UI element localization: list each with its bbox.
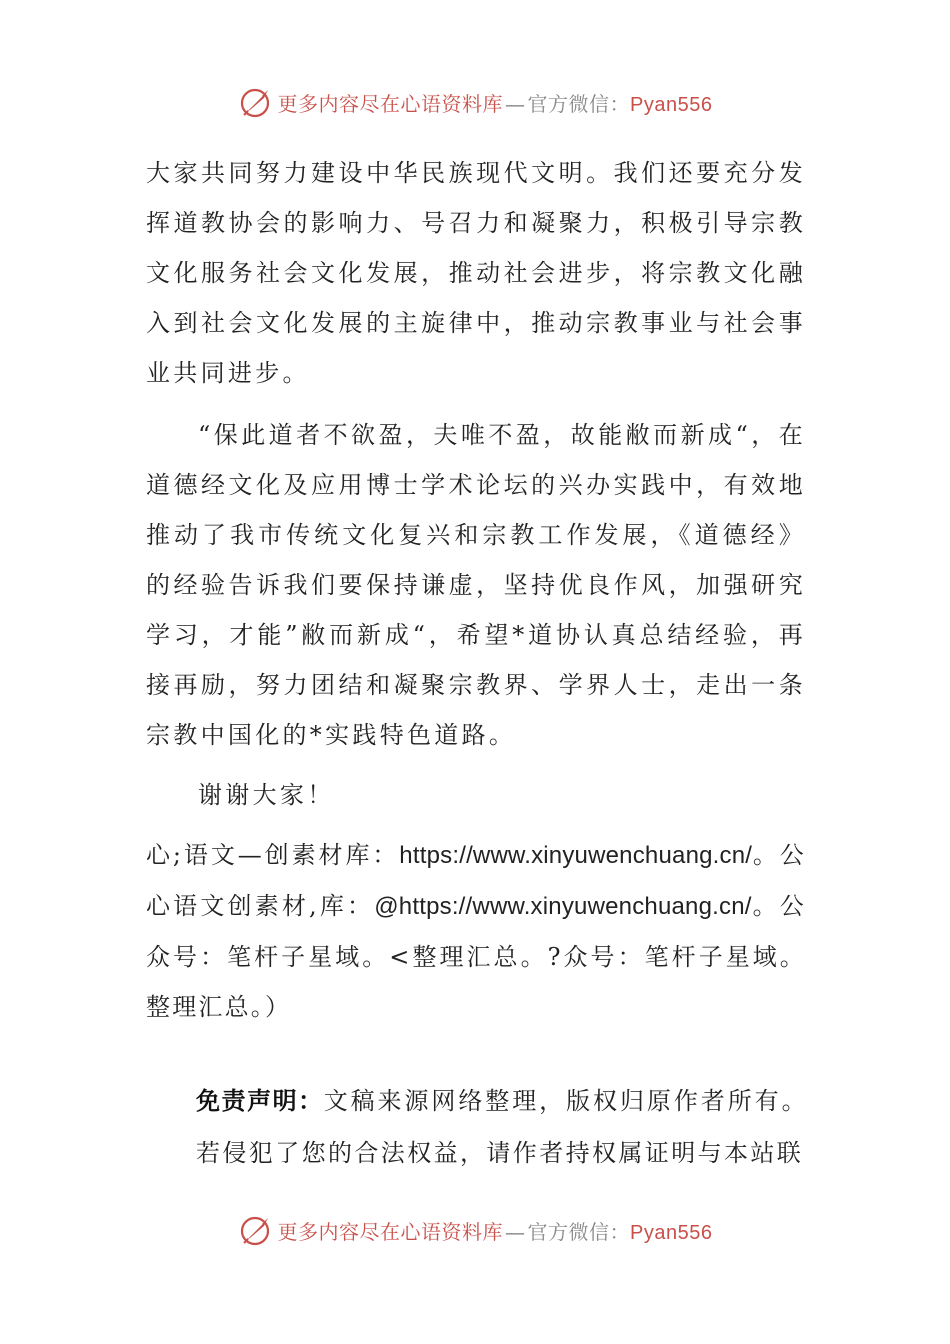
quill-pen-circle-icon: [238, 1212, 274, 1248]
links-paragraph: [146, 830, 806, 1032]
links-text-1: 心;语文—创素材库：: [146, 841, 400, 869]
header-separator: —: [505, 91, 526, 116]
quill-pen-circle-icon: [238, 84, 274, 120]
footer-banner-text: [278, 1216, 713, 1245]
thanks-line: 谢谢大家！: [198, 781, 335, 809]
footer-wechat-id: Pyan556: [630, 1221, 713, 1244]
header-wechat-label: 官方微信：: [527, 91, 631, 116]
header-site-text: 更多内容尽在心语资料库: [277, 91, 504, 116]
footer-separator: —: [505, 1219, 526, 1244]
header-banner-text: [278, 88, 713, 117]
paragraph-1: 大家共同努力建设中华民族现代文明。我们还要充分发挥道教协会的影响力、号召力和凝聚力，积极引导宗教文化服务社会文化发展，推动社会进步，将宗教文化融入到社会文化发展的主旋律中，推动宗教事业与社会事业共同进步。: [146, 159, 806, 387]
footer-banner: [0, 1208, 950, 1252]
disclaimer-paragraph: [196, 1075, 808, 1179]
links-text-2: 。公心语文创素材,库：: [146, 841, 806, 920]
disclaimer-block: [196, 1075, 808, 1179]
links-text-3: 。公众号：笔杆子星域。<整理汇总。?众号：笔杆子星域。整理汇总。）: [146, 892, 806, 1021]
header-wechat-id: Pyan556: [630, 93, 713, 116]
footer-site-text: 更多内容尽在心语资料库: [277, 1219, 504, 1244]
disclaimer-text: 文稿来源网络整理，版权归原作者所有。若侵犯了您的合法权益，请作者持权属证明与本站联: [196, 1087, 809, 1167]
website-link-1[interactable]: https://www.xinyuwenchuang.cn/: [399, 842, 753, 869]
website-link-2[interactable]: @https://www.xinyuwenchuang.cn/: [374, 893, 752, 920]
document-body: [146, 148, 806, 1032]
disclaimer-label: 免责声明：: [196, 1087, 324, 1115]
footer-wechat-label: 官方微信：: [527, 1219, 631, 1244]
paragraph-2: “保此道者不欲盈，夫唯不盈，故能敝而新成“，在道德经文化及应用博士学术论坛的兴办实践中，有效地推动了我市传统文化复兴和宗教工作发展，《道德经》的经验告诉我们要保持谦虚，坚持优良作风，加强研究学习，才能”敝而新成“，希望*道协认真总结经验，再接再励，努力团结和凝聚宗教界、学界人士，走出一条宗教中国化的*实践特色道路。: [146, 421, 806, 749]
header-banner: [0, 80, 950, 124]
